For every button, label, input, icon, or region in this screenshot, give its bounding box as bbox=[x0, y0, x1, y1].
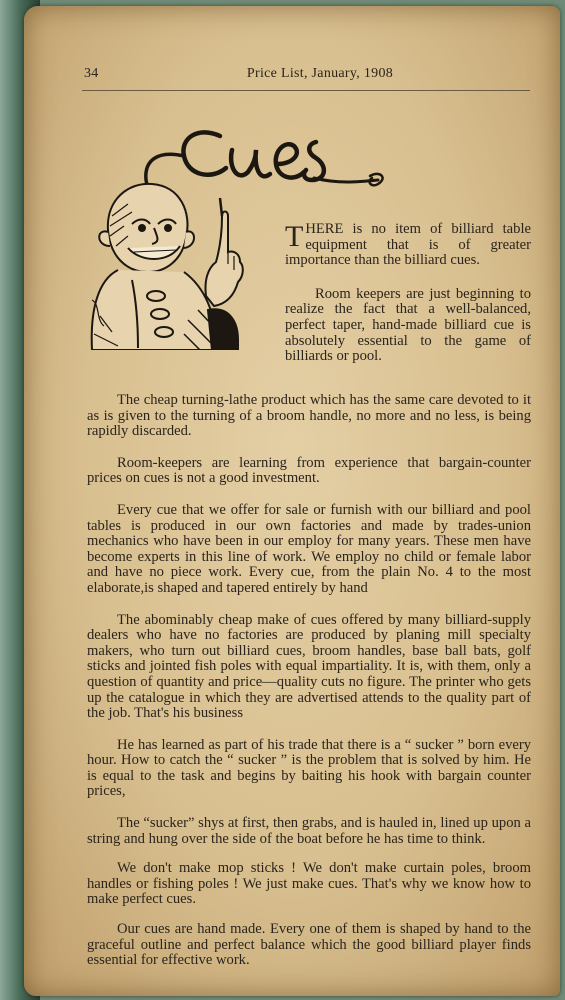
main-text bbox=[87, 393, 531, 983]
paragraph-3: Every cue that we offer for sale or furnish with our billiard and pool tables is produced in our own factories and made by trades-union mechanics who have been in our employ for many years. These men have become experts in this line of work. We employ no child or female labor and have no piece work. Every cue, from the plain No. 4 to the most elaborate,is shaped and tapered entirely by hand bbox=[87, 501, 531, 596]
page-header bbox=[60, 66, 520, 88]
intro-paragraph-1: THERE is no item of billiard table equipment that is of greater importance than the billiard cues. bbox=[285, 220, 531, 269]
paragraph-6: The “sucker” shys at first, then grabs, and is hauled in, lined up upon a string and hung over the side of the boat before he has time to think. bbox=[87, 815, 531, 847]
paragraph-4: The abominably cheap make of cues offered by many billiard-supply dealers who have no factories are produced by planing mill specialty makers, who turn out billiard cues, broom handles, base ball bats, golf sticks and jointed fish poles with equal impartiality. It is, with them, only a question of quantity and price—quality cuts no figure. The printer who gets up the catalogue in which they are advertised attends to the quality part of the job. That's his business bbox=[87, 611, 531, 722]
paragraph-7: We don't make mop sticks ! We don't make curtain poles, broom handles or fishing poles ! We just make cues. That's why we know how to make perfect cues. bbox=[87, 860, 531, 908]
intro-paragraph-2: Room keepers are just beginning to realize the fact that a well-balanced, perfect taper, hand-made billiard cue is absolutely essential to the game of billiards or pool. bbox=[285, 285, 531, 365]
paragraph-8: Our cues are hand made. Every one of them is shaped by hand to the graceful outline and perfect balance which the good billiard player finds essential for effective work. bbox=[87, 921, 531, 969]
paragraph-5: He has learned as part of his trade that there is a “ sucker ” born every hour. How to catch the “ sucker ” is the problem that is solved by him. He is equal to the task and begins by baiting his hook with bargain counter prices, bbox=[87, 736, 531, 800]
running-title: Price List, January, 1908 bbox=[246, 66, 394, 81]
paragraph-1: The cheap turning-lathe product which has the same care devoted to it as is given to the turning of a broom handle, no more and no less, is being rapidly discarded. bbox=[87, 392, 531, 440]
cartoon-figure bbox=[92, 184, 243, 350]
paragraph-2: Room-keepers are learning from experience that bargain-counter prices on cues is not a good investment. bbox=[87, 454, 531, 487]
page-number: 34 bbox=[84, 66, 99, 81]
drop-cap: T bbox=[285, 220, 304, 253]
header-rule bbox=[82, 90, 530, 91]
intro-text bbox=[285, 222, 531, 383]
cues-script-lettering bbox=[146, 132, 383, 206]
